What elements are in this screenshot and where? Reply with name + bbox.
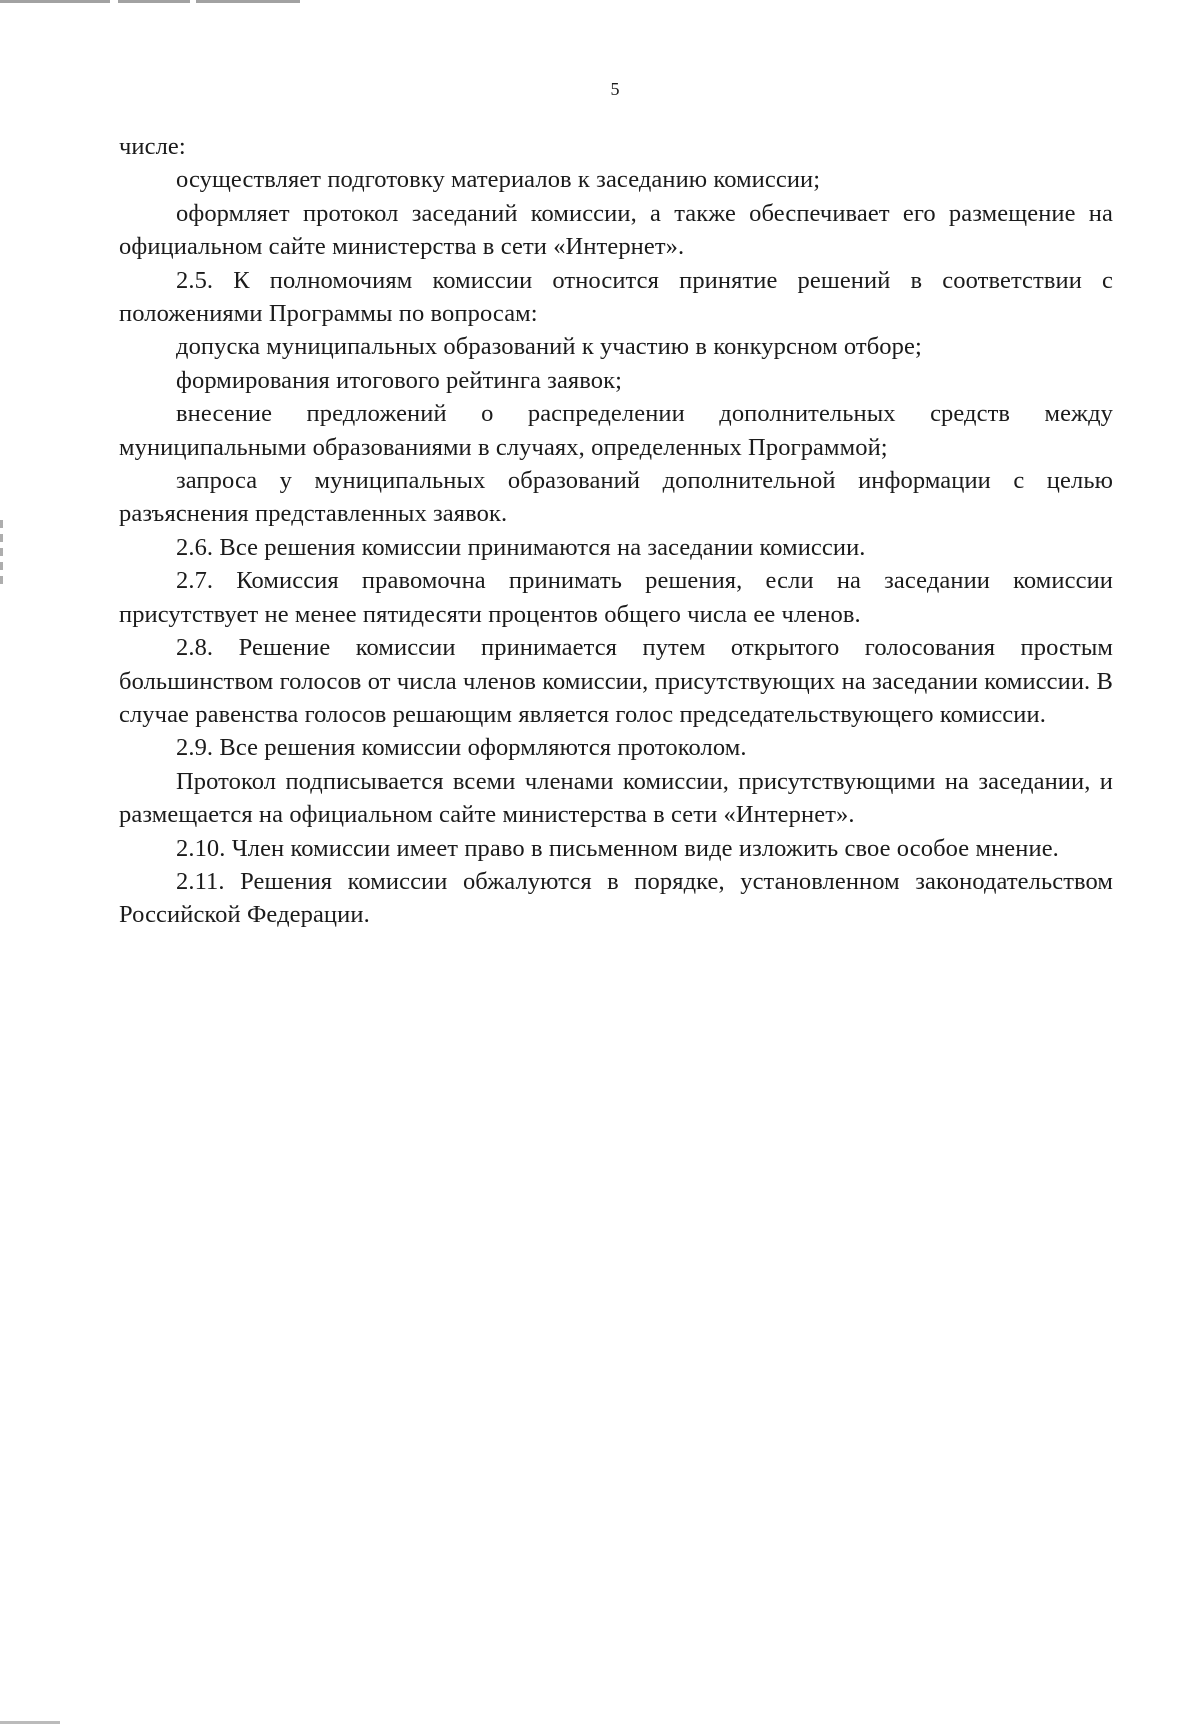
document-body [119,130,1113,932]
paragraph-2-9: 2.9. Все решения комиссии оформляются протоколом. [176,734,747,762]
scan-edge-mark-top [0,0,320,3]
paragraph-2-11: 2.11. Решения комиссии обжалуются в порядке, установленном законодательством Российской Федерации. [119,867,1113,929]
scan-edge-mark-left [0,520,3,590]
paragraph-admission: допуска муниципальных образований к участию в конкурсном отборе; [176,333,922,361]
paragraph-protocol-publication: оформляет протокол заседаний комиссии, а также обеспечивает его размещение на официальном сайте министерства в сети «Интернет». [119,199,1113,261]
paragraph-continuation: числе: [119,133,186,160]
paragraph-info-request: запроса у муниципальных образований дополнительной информации с целью разъяснения представленных заявок. [119,467,1113,528]
paragraph-2-7: 2.7. Комиссия правомочна принимать решения, если на заседании комиссии присутствует не менее пятидесяти процентов общего числа ее членов. [119,567,1113,628]
paragraph-2-10: 2.10. Член комиссии имеет право в письменном виде изложить свое особое мнение. [176,834,1059,862]
paragraph-2-5: 2.5. К полномочиям комиссии относится принятие решений в соответствии с положениями Программы по вопросам: [119,266,1113,328]
paragraph-distribution: внесение предложений о распределении дополнительных средств между муниципальными образованиями в случаях, определенных Программой; [119,400,1113,461]
paragraph-rating: формирования итогового рейтинга заявок; [176,366,623,394]
paragraph-protocol-signing: Протокол подписывается всеми членами комиссии, присутствующими на заседании, и размещается на официальном сайте министерства в сети «Интернет». [119,767,1113,829]
paragraph-2-6: 2.6. Все решения комиссии принимаются на заседании комиссии. [176,533,866,561]
paragraph-2-8: 2.8. Решение комиссии принимается путем открытого голосования простым большинством голосов от числа членов комиссии, присутствующих на заседании комиссии. В случае равенства голосов решающим является голос председательствующего комиссии. [119,634,1113,728]
page-number: 5 [610,79,620,99]
paragraph-materials-prep: осуществляет подготовку материалов к заседанию комиссии; [176,166,821,194]
